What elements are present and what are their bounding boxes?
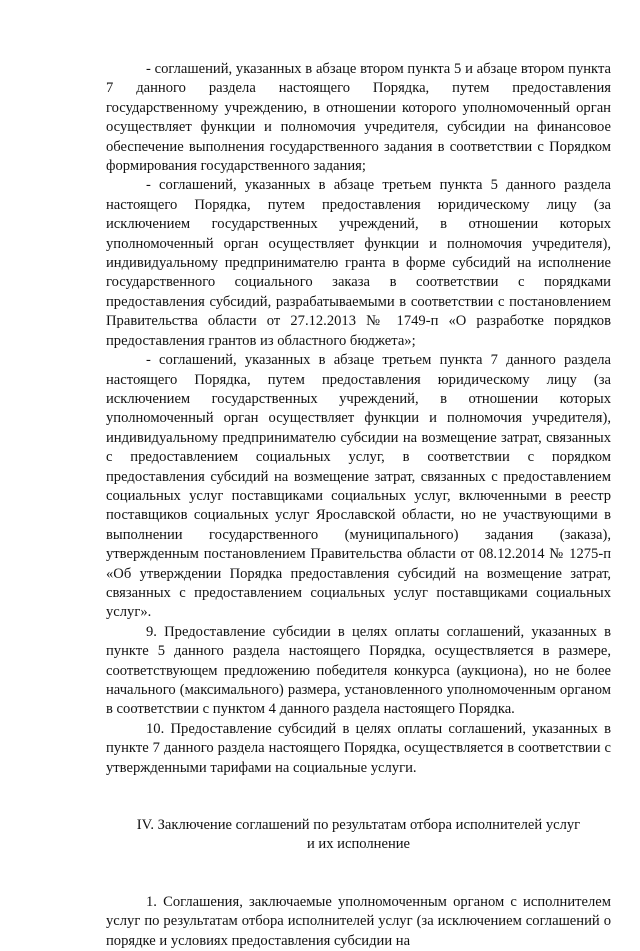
paragraph-agreements-para7-third: - соглашений, указанных в абзаце третьем пункта 7 данного раздела настоящего Порядка, путем предоставления юридическому лицу (за исключением государственных учреждений, в отношении которых уполномоченный орган осуществляет функции и полномочия учредителя), индивидуальному предпринимателю субсидии на возмещение затрат, связанных с предоставлением социальных услуг, в соответствии с порядком предоставления субсидий на возмещение затрат, связанных с предоставлением социальных услуг поставщиками социальных услуг, включенными в реестр поставщиков социальных услуг Ярославской области, но не участвующими в выполнении государственного (муниципального) задания (заказа), утвержденным постановлением Правительства области от 08.12.2014 № 1275-п «Об утверждении Порядка предоставления субсидий на возмещение затрат, связанных с предоставлением социальных услуг поставщиками социальных услуг». <box>106 352 611 621</box>
paragraph-agreements-para5-third: - соглашений, указанных в абзаце третьем пункта 5 данного раздела настоящего Порядка, путем предоставления юридическому лицу (за исключением государственных учреждений, в отношении которых уполномоченный орган осуществляет функции и полномочия учредителя), индивидуальному предпринимателю гранта в форме субсидий на исполнение государственного социального заказа в соответствии с порядками предоставления субсидий, разрабатываемыми в соответствии с постановлением Правительства области от 27.12.2013 № 1749-п «О разработке порядков предоставления грантов из областного бюджета»; <box>106 177 611 349</box>
document-body <box>106 60 611 951</box>
section-heading <box>106 816 611 855</box>
paragraph-item-10: 10. Предоставление субсидий в целях оплаты соглашений, указанных в пункте 7 данного раздела настоящего Порядка, осуществляется в соответствии с утвержденными тарифами на социальные услуги. <box>106 720 611 776</box>
paragraph-section4-item-1: 1. Соглашения, заключаемые уполномоченным органом с исполнителем услуг по результатам отбора исполнителей услуг (за исключением соглашений о порядке и условиях предоставления субсидии на <box>106 893 611 949</box>
paragraph-agreements-para5-para7-second: - соглашений, указанных в абзаце втором пункта 5 и абзаце втором пункта 7 данного раздела настоящего Порядка, путем предоставления государственному учреждению, в отношении которого уполномоченный орган осуществляет функции и полномочия учредителя, субсидии на финансовое обеспечение выполнения государственного задания в соответствии с Порядком формирования государственного задания; <box>106 61 611 175</box>
section-heading-line-1: IV. Заключение соглашений по результатам отбора исполнителей услуг <box>136 817 581 834</box>
section-heading-line-2: и их исполнение <box>306 836 411 853</box>
paragraph-item-9: 9. Предоставление субсидии в целях оплаты соглашений, указанных в пункте 5 данного раздела настоящего Порядка, осуществляется в размере, соответствующем предложению победителя конкурса (аукциона), но не более начального (максимального) размера, установленного уполномоченным органом в соответствии с пунктом 4 данного раздела настоящего Порядка. <box>106 623 611 718</box>
